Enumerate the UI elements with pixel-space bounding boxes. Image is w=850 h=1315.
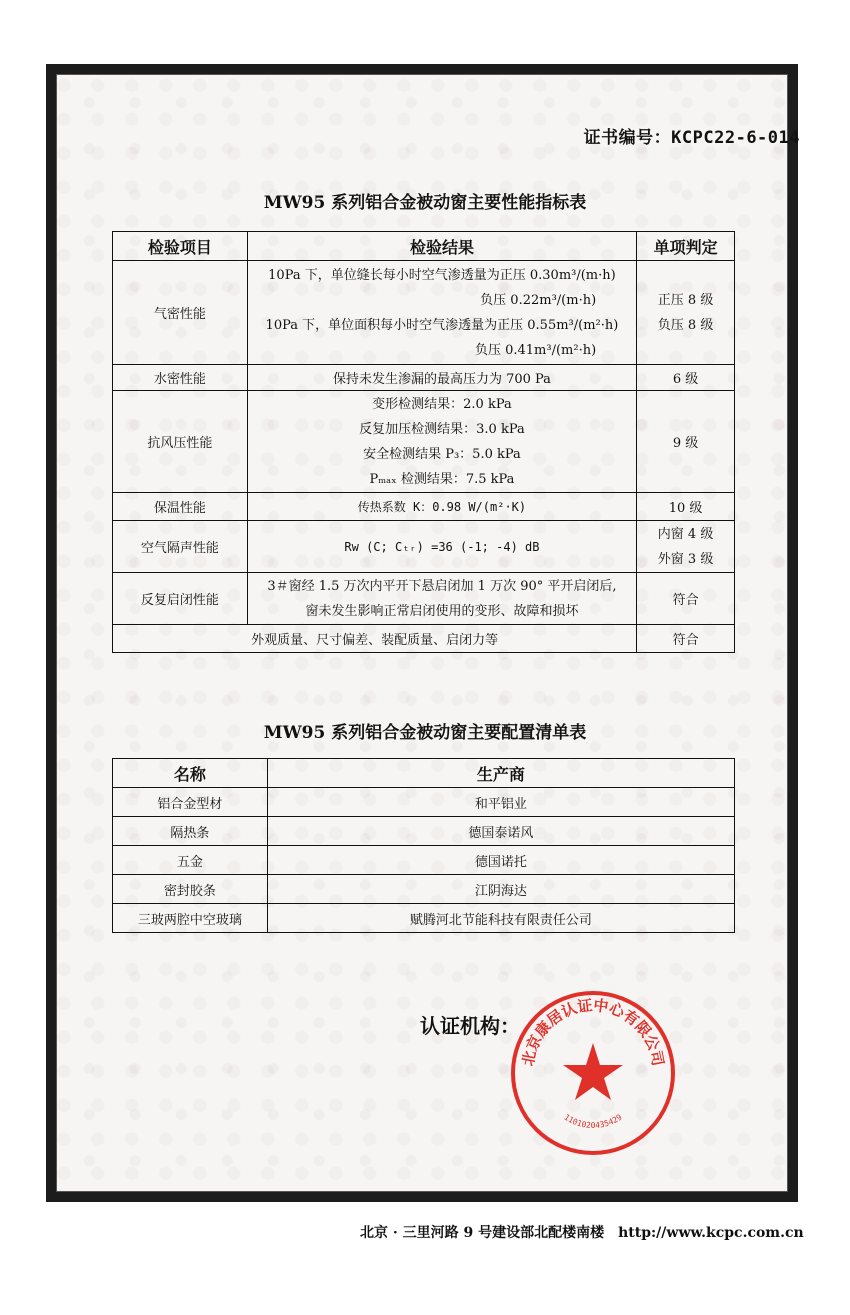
table-row: [113, 391, 735, 493]
component-maker: 江阴海达: [267, 875, 734, 904]
result-line: 变形检测结果：2.0 kPa: [372, 396, 512, 412]
row-result: Rw (C; Cₜᵣ) =36 (-1; -4) dB: [247, 521, 636, 573]
row-verdict: [637, 261, 735, 365]
performance-table: [112, 231, 735, 653]
row-verdict: 9 级: [637, 391, 735, 493]
header-name: 名称: [113, 759, 268, 788]
row-item: 保温性能: [113, 493, 248, 521]
row-verdict: 符合: [637, 573, 735, 625]
result-line: 10Pa 下，单位面积每小时空气渗透量为正压 0.55m³/(m²·h): [265, 317, 619, 333]
component-maker: 德国泰诺风: [267, 817, 734, 846]
official-seal: [508, 988, 678, 1158]
result-line: 窗未发生影响正常启闭使用的变形、故障和损坏: [305, 603, 579, 619]
row-item: 气密性能: [113, 261, 248, 365]
result-line: 3＃窗经 1.5 万次内平开下悬启闭加 1 万次 90° 平开启闭后,: [267, 578, 617, 594]
performance-table-title: MW95 系列铝合金被动窗主要性能指标表: [263, 193, 587, 213]
row-result: [247, 261, 636, 365]
verdict-line: 内窗 4 级: [657, 526, 714, 542]
table-row: [113, 817, 735, 846]
seal-number: 1101020435429: [562, 1112, 624, 1130]
result-line: 反复加压检测结果：3.0 kPa: [359, 421, 525, 437]
table-row: [113, 788, 735, 817]
row-summary: 外观质量、尺寸偏差、装配质量、启闭力等: [113, 625, 637, 653]
row-result: [247, 573, 636, 625]
row-verdict: 6 级: [637, 365, 735, 391]
table-header-row: [113, 232, 735, 261]
result-line: 负压 0.22m³/(m·h): [480, 292, 597, 308]
component-maker: 和平铝业: [267, 788, 734, 817]
row-verdict: 符合: [637, 625, 735, 653]
component-maker: 赋腾河北节能科技有限责任公司: [267, 904, 734, 933]
verdict-line: 外窗 3 级: [657, 551, 714, 567]
result-line: Pₘₐₓ 检测结果：7.5 kPa: [369, 471, 515, 487]
component-name: 五金: [113, 846, 268, 875]
table-header-row: [113, 759, 735, 788]
component-name: 隔热条: [113, 817, 268, 846]
result-line: 安全检测结果 P₃：5.0 kPa: [363, 446, 521, 462]
config-table-title: MW95 系列铝合金被动窗主要配置清单表: [263, 723, 587, 743]
seal-text: 北京康居认证中心有限公司: [518, 996, 668, 1068]
row-result: [247, 391, 636, 493]
result-line: 10Pa 下，单位缝长每小时空气渗透量为正压 0.30m³/(m·h): [268, 267, 616, 283]
table-row: [113, 521, 735, 573]
table-row: [113, 365, 735, 391]
table-row: [113, 875, 735, 904]
component-maker: 德国诺托: [267, 846, 734, 875]
certification-body-label: 认证机构：: [420, 1014, 520, 1038]
footer-address: 北京 · 三里河路 9 号建设部北配楼南楼 http://www.kcpc.com.cn: [360, 1225, 804, 1241]
table-row: [113, 904, 735, 933]
table-row: [113, 261, 735, 365]
component-name: 密封胶条: [113, 875, 268, 904]
config-table: [112, 758, 735, 933]
row-item: 空气隔声性能: [113, 521, 248, 573]
result-line: 负压 0.41m³/(m²·h): [474, 342, 597, 358]
row-item: 水密性能: [113, 365, 248, 391]
table-row: [113, 625, 735, 653]
table-row: [113, 493, 735, 521]
component-name: 三玻两腔中空玻璃: [113, 904, 268, 933]
verdict-line: 负压 8 级: [657, 317, 714, 333]
seal-star-icon: [563, 1043, 623, 1100]
row-item: 抗风压性能: [113, 391, 248, 493]
header-result: 检验结果: [247, 232, 636, 261]
table-row: [113, 846, 735, 875]
row-item: 反复启闭性能: [113, 573, 248, 625]
table-row: [113, 573, 735, 625]
verdict-line: 正压 8 级: [657, 292, 714, 308]
header-maker: 生产商: [267, 759, 734, 788]
component-name: 铝合金型材: [113, 788, 268, 817]
row-verdict: [637, 521, 735, 573]
certificate-number: 证书编号：KCPC22-6-014: [583, 128, 800, 148]
row-result: 传热系数 K：0.98 W/(m²·K): [247, 493, 636, 521]
header-item: 检验项目: [113, 232, 248, 261]
row-result: 保持未发生渗漏的最高压力为 700 Pa: [247, 365, 636, 391]
row-verdict: 10 级: [637, 493, 735, 521]
header-verdict: 单项判定: [637, 232, 735, 261]
